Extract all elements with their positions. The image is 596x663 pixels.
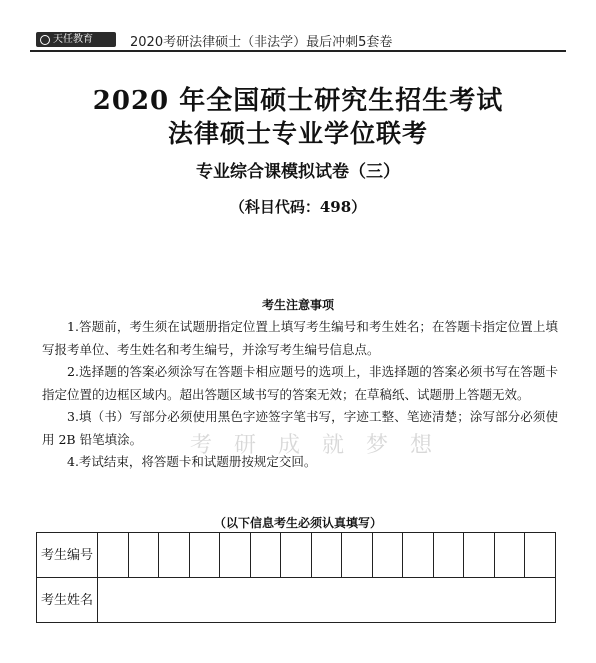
- logo-text: 天任教育: [53, 34, 93, 45]
- logo-icon: [40, 35, 50, 45]
- notice-item: 1.答题前，考生须在试题册指定位置上填写考生编号和考生姓名；在答题卡指定位置上填写报考单位、考生姓名和考生编号，并涂写考生编号信息点。: [42, 319, 558, 357]
- header-title: 2020考研法律硕士（非法学）最后冲刺5套卷: [130, 35, 393, 50]
- exam-number-box[interactable]: [372, 533, 403, 578]
- notice-item: 4.考试结束，将答题卡和试题册按规定交回。: [67, 454, 317, 469]
- exam-number-box[interactable]: [281, 533, 312, 578]
- name-label: 考生姓名: [37, 578, 98, 623]
- exam-number-box[interactable]: [220, 533, 251, 578]
- exam-number-box[interactable]: [128, 533, 159, 578]
- name-row: [37, 578, 556, 623]
- candidate-info-table: [36, 532, 556, 623]
- watermark-slogan: 考研成就梦想: [190, 433, 455, 458]
- exam-title: 2020 年全国硕士研究生招生考试: [92, 86, 504, 116]
- exam-number-box[interactable]: [311, 533, 342, 578]
- exam-number-box[interactable]: [159, 533, 190, 578]
- exam-subtitle: 法律硕士专业学位联考: [167, 119, 428, 148]
- name-field[interactable]: [98, 578, 556, 623]
- exam-number-row: [37, 533, 556, 578]
- exam-number-box[interactable]: [250, 533, 281, 578]
- exam-number-box[interactable]: [342, 533, 373, 578]
- exam-number-label: 考生编号: [37, 533, 98, 578]
- notice-item: 2.选择题的答案必须涂写在答题卡相应题号的选项上，非选择题的答案必须书写在答题卡指定位置的边框区域内。超出答题区域书写的答案无效；在草稿纸、试题册上答题无效。: [42, 364, 558, 402]
- exam-number-box[interactable]: [464, 533, 495, 578]
- paper-title: 专业综合课模拟试卷（三）: [196, 162, 400, 182]
- exam-number-box[interactable]: [403, 533, 434, 578]
- info-heading: （以下信息考生必须认真填写）: [213, 516, 382, 530]
- notice-item: 3.填（书）写部分必须使用黑色字迹签字笔书写，字迹工整、笔迹清楚；涂写部分必须使用 2B 铅笔填涂。: [42, 409, 558, 447]
- exam-number-box[interactable]: [189, 533, 220, 578]
- subject-code: （科目代码：498）: [229, 198, 367, 216]
- exam-number-box[interactable]: [525, 533, 556, 578]
- notice-heading: 考生注意事项: [261, 298, 334, 312]
- page-header: [30, 30, 566, 52]
- exam-number-box[interactable]: [98, 533, 129, 578]
- brand-logo: [36, 32, 116, 47]
- exam-number-box[interactable]: [433, 533, 464, 578]
- exam-number-box[interactable]: [494, 533, 525, 578]
